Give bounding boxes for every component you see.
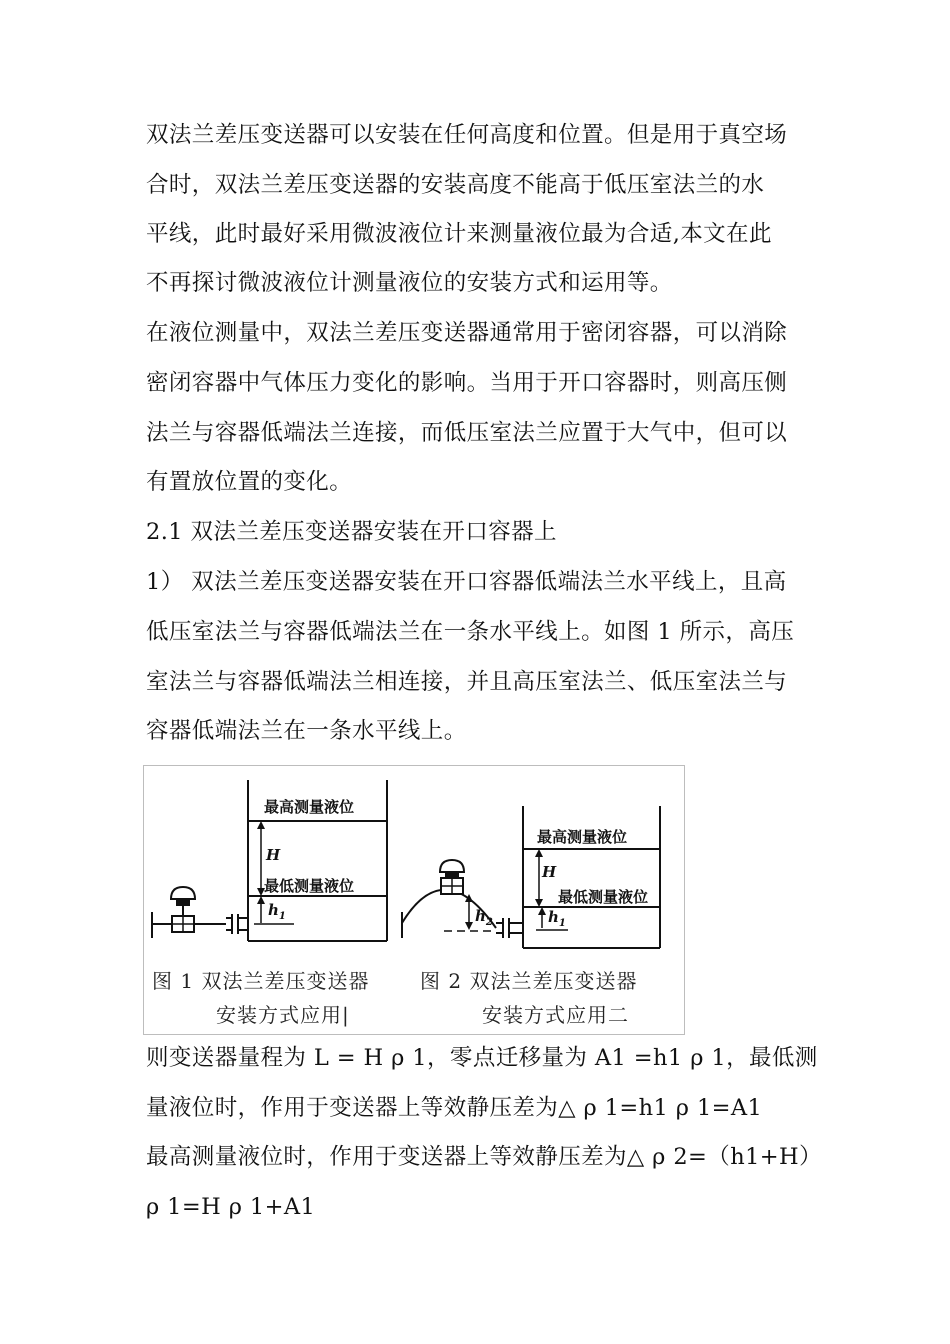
paragraph-line: 在液位测量中，双法兰差压变送器通常用于密闭容器，可以消除 <box>146 320 788 346</box>
formula-line: 则变送器量程为 L = H ρ 1，零点迁移量为 A1 =h1 ρ 1，最低测 <box>146 1045 818 1071</box>
installation-figure <box>143 765 685 1035</box>
formula-line: 量液位时，作用于变送器上等效静压差为△ ρ 1=h1 ρ 1=A1 <box>146 1095 763 1121</box>
min-level-label-1: 最低测量液位 <box>264 877 355 895</box>
figure-2-caption-line1: 图 2 双法兰差压变送器 <box>420 969 638 993</box>
paragraph-line: 双法兰差压变送器可以安装在任何高度和位置。但是用于真空场 <box>146 122 788 148</box>
paragraph-line: 平线，此时最好采用微波液位计来测量液位最为合适,本文在此 <box>146 221 772 247</box>
paragraph-line: 合时，双法兰差压变送器的安装高度不能高于低压室法兰的水 <box>146 172 765 198</box>
paragraph-line: 低压室法兰与容器低端法兰在一条水平线上。如图 1 所示，高压 <box>146 619 795 645</box>
h1-label-2: $h_1$ <box>548 908 566 929</box>
figure-2-caption-line2: 安装方式应用二 <box>482 1003 629 1027</box>
formula-line: 最高测量液位时，作用于变送器上等效静压差为△ ρ 2=（h1+H） <box>146 1144 822 1170</box>
max-level-label-2: 最高测量液位 <box>537 828 628 846</box>
paragraph-line: 室法兰与容器低端法兰相连接，并且高压室法兰、低压室法兰与 <box>146 669 788 695</box>
paragraph-line: 1） 双法兰差压变送器安装在开口容器低端法兰水平线上，且高 <box>146 569 787 595</box>
max-level-label-1: 最高测量液位 <box>264 798 355 816</box>
height-label-2: H <box>542 863 557 881</box>
paragraph-line: 容器低端法兰在一条水平线上。 <box>146 718 467 744</box>
paragraph-line: 有置放位置的变化。 <box>146 469 353 495</box>
height-label-1: H <box>266 846 281 864</box>
h2-label-2: $h_2$ <box>475 907 493 928</box>
figure-1-caption-line2: 安装方式应用| <box>216 1003 350 1027</box>
figure-1-caption-line1: 图 1 双法兰差压变送器 <box>152 969 370 993</box>
section-heading: 2.1 双法兰差压变送器安装在开口容器上 <box>146 519 557 545</box>
paragraph-line: 密闭容器中气体压力变化的影响。当用于开口容器时，则高压侧 <box>146 370 788 396</box>
formula-line: ρ 1=H ρ 1+A1 <box>146 1194 316 1220</box>
paragraph-line: 法兰与容器低端法兰连接，而低压室法兰应置于大气中，但可以 <box>146 420 788 446</box>
min-level-label-2: 最低测量液位 <box>558 888 649 906</box>
paragraph-line: 不再探讨微波液位计测量液位的安装方式和运用等。 <box>146 270 673 296</box>
h1-label-1: $h_1$ <box>268 901 286 922</box>
